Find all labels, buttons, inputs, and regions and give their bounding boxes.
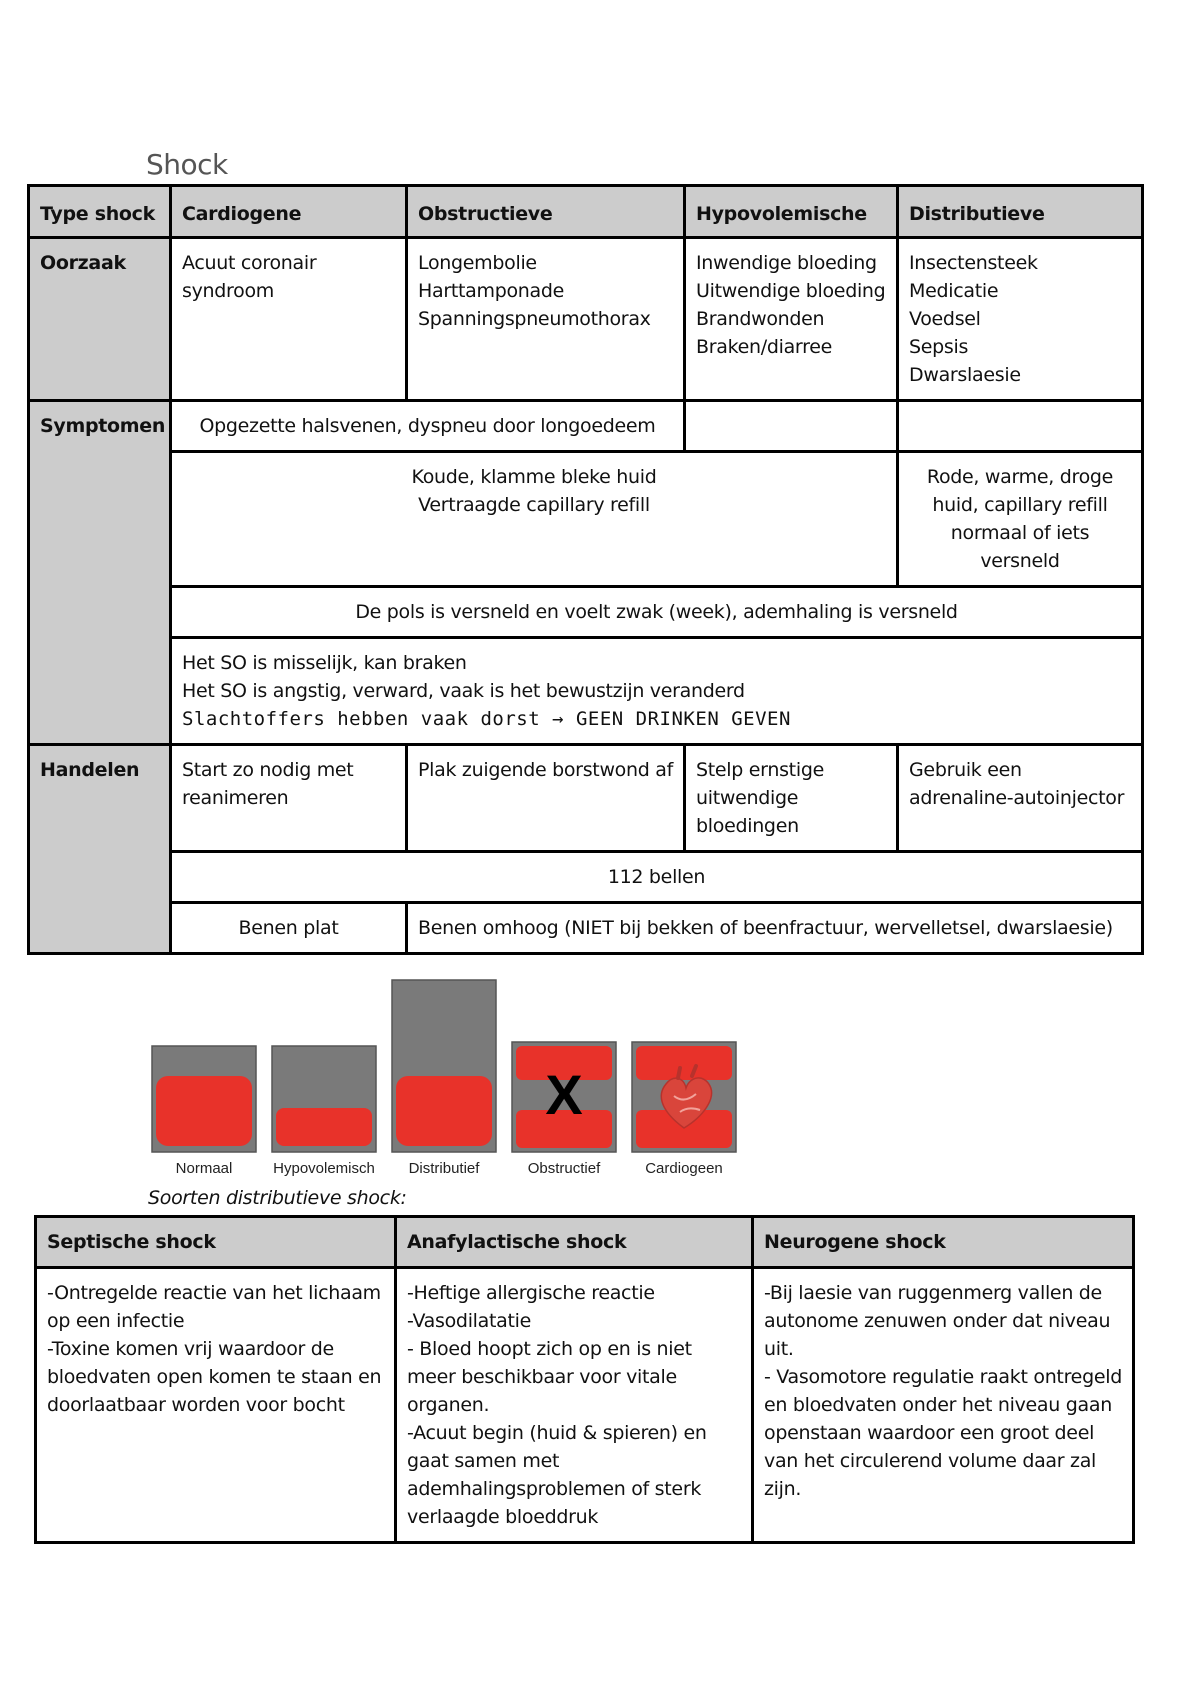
- label-cardiogeen: Cardiogeen: [645, 1160, 723, 1177]
- septisch-cell: [36, 1268, 396, 1543]
- handelen-row-2: [29, 852, 1143, 903]
- header-distributieve: Distributieve: [898, 186, 1143, 238]
- label-distributief: Distributief: [408, 1160, 480, 1177]
- handelen-hypovolemische: Stelp ernstige uitwendige bloedingen: [685, 745, 898, 852]
- anafylactisch-line: -Heftige allergische reactie: [407, 1282, 655, 1304]
- header-septisch: Septische shock: [36, 1217, 396, 1268]
- vessel-hypovolemisch: [272, 1046, 376, 1152]
- content-row: [36, 1268, 1134, 1543]
- header-hypovolemische: Hypovolemische: [685, 186, 898, 238]
- shock-types-table: [27, 184, 1144, 955]
- symptoom-pols: De pols is versneld en voelt zwak (week), ademhaling is versneld: [171, 587, 1143, 638]
- oorzaak-item: Sepsis: [909, 336, 969, 358]
- row-label-handelen: Handelen: [29, 745, 171, 954]
- label-obstructief: Obstructief: [527, 1160, 601, 1177]
- handelen-obstructieve: Plak zuigende borstwond af: [407, 745, 685, 852]
- distributive-shock-table: [34, 1215, 1135, 1544]
- page-title: Shock: [146, 148, 228, 181]
- symptomen-row-1: [29, 401, 1143, 452]
- symptoom-line: Het SO is angstig, verward, vaak is het bewustzijn veranderd: [182, 680, 745, 702]
- oorzaak-distributieve: [898, 238, 1143, 401]
- row-label-oorzaak: Oorzaak: [29, 238, 171, 401]
- handelen-distributieve: Gebruik een adrenaline-autoinjector: [898, 745, 1143, 852]
- symptomen-row-3: [29, 587, 1143, 638]
- anafylactisch-cell: [396, 1268, 753, 1543]
- oorzaak-item: Harttamponade: [418, 280, 565, 302]
- blood-volume: [156, 1076, 252, 1146]
- septisch-line: -Toxine komen vrij waardoor de bloedvaten open komen te staan en doorlaatbaar worden voor bocht: [47, 1338, 382, 1416]
- header-row: [29, 186, 1143, 238]
- oorzaak-item: Brandwonden: [696, 308, 825, 330]
- vessel-cardiogeen: [632, 1042, 736, 1152]
- symptoom-line: Koude, klamme bleke huid: [411, 466, 657, 488]
- oorzaak-item: Insectensteek: [909, 252, 1038, 274]
- oorzaak-hypovolemische: [685, 238, 898, 401]
- oorzaak-item: Voedsel: [909, 308, 981, 330]
- symptomen-row-2: [29, 452, 1143, 587]
- blood-volume-top: [636, 1046, 732, 1080]
- header-cardiogene: Cardiogene: [171, 186, 407, 238]
- anafylactisch-line: -Acuut begin (huid & spieren) en gaat samen met ademhalingsproblemen of sterk verlaagde bloeddruk: [407, 1422, 707, 1528]
- empty-cell: [898, 401, 1143, 452]
- oorzaak-item: Longembolie: [418, 252, 537, 274]
- handelen-row-1: [29, 745, 1143, 852]
- neurogeen-line: - Vasomotore regulatie raakt ontregeld en bloedvaten onder het niveau gaan openstaan waardoor een groot deel van het circulerend volume daar zal zijn.: [764, 1366, 1122, 1500]
- oorzaak-item: Uitwendige bloeding: [696, 280, 886, 302]
- header-anafylactisch: Anafylactische shock: [396, 1217, 753, 1268]
- oorzaak-cardiogene: [171, 238, 407, 401]
- empty-cell: [685, 401, 898, 452]
- handelen-cardiogene: Start zo nodig met reanimeren: [171, 745, 407, 852]
- label-normaal: Normaal: [175, 1160, 233, 1177]
- blood-volume: [396, 1076, 492, 1146]
- symptoom-algemeen: [171, 638, 1143, 745]
- oorzaak-item: Medicatie: [909, 280, 999, 302]
- shock-diagram: [148, 978, 748, 1178]
- vessel-normaal: [152, 1046, 256, 1152]
- obstruction-x-mark: X: [545, 1063, 583, 1126]
- oorzaak-obstructieve: [407, 238, 685, 401]
- symptomen-row-4: [29, 638, 1143, 745]
- label-hypovolemisch: Hypovolemisch: [273, 1160, 375, 1177]
- oorzaak-item: Spanningspneumothorax: [418, 308, 651, 330]
- row-label-symptomen: Symptomen: [29, 401, 171, 745]
- symptoom-line: Vertraagde capillary refill: [418, 494, 650, 516]
- oorzaak-item: Inwendige bloeding: [696, 252, 877, 274]
- septisch-line: -Ontregelde reactie van het lichaam op een infectie: [47, 1282, 381, 1332]
- blood-volume: [276, 1108, 372, 1146]
- oorzaak-item: Acuut coronair syndroom: [182, 252, 317, 302]
- header-obstructieve: Obstructieve: [407, 186, 685, 238]
- symptoom-line-dorst: Slachtoffers hebben vaak dorst → GEEN DRINKEN GEVEN: [182, 708, 791, 730]
- anafylactisch-line: - Bloed hoopt zich op en is niet meer beschikbaar voor vitale organen.: [407, 1338, 692, 1416]
- symptoom-line: Het SO is misselijk, kan braken: [182, 652, 467, 674]
- vessel-distributief: [392, 980, 496, 1152]
- symptoom-rode-huid: Rode, warme, droge huid, capillary refill normaal of iets versneld: [898, 452, 1143, 587]
- handelen-benen-omhoog: Benen omhoog (NIET bij bekken of beenfractuur, wervelletsel, dwarslaesie): [407, 903, 1143, 954]
- neurogeen-line: -Bij laesie van ruggenmerg vallen de autonome zenuwen onder dat niveau uit.: [764, 1282, 1111, 1360]
- vessel-obstructief: [512, 1042, 616, 1152]
- handelen-row-3: [29, 903, 1143, 954]
- symptoom-koude-huid: [171, 452, 898, 587]
- oorzaak-row: [29, 238, 1143, 401]
- header-type-shock: Type shock: [29, 186, 171, 238]
- header-neurogeen: Neurogene shock: [753, 1217, 1134, 1268]
- oorzaak-item: Braken/diarree: [696, 336, 832, 358]
- neurogeen-cell: [753, 1268, 1134, 1543]
- distributieve-caption: Soorten distributieve shock:: [148, 1187, 407, 1209]
- handelen-112: 112 bellen: [171, 852, 1143, 903]
- anafylactisch-line: -Vasodilatatie: [407, 1310, 532, 1332]
- oorzaak-item: Dwarslaesie: [909, 364, 1021, 386]
- header-row: [36, 1217, 1134, 1268]
- symptoom-halsvenen: Opgezette halsvenen, dyspneu door longoedeem: [171, 401, 685, 452]
- handelen-benen-plat: Benen plat: [171, 903, 407, 954]
